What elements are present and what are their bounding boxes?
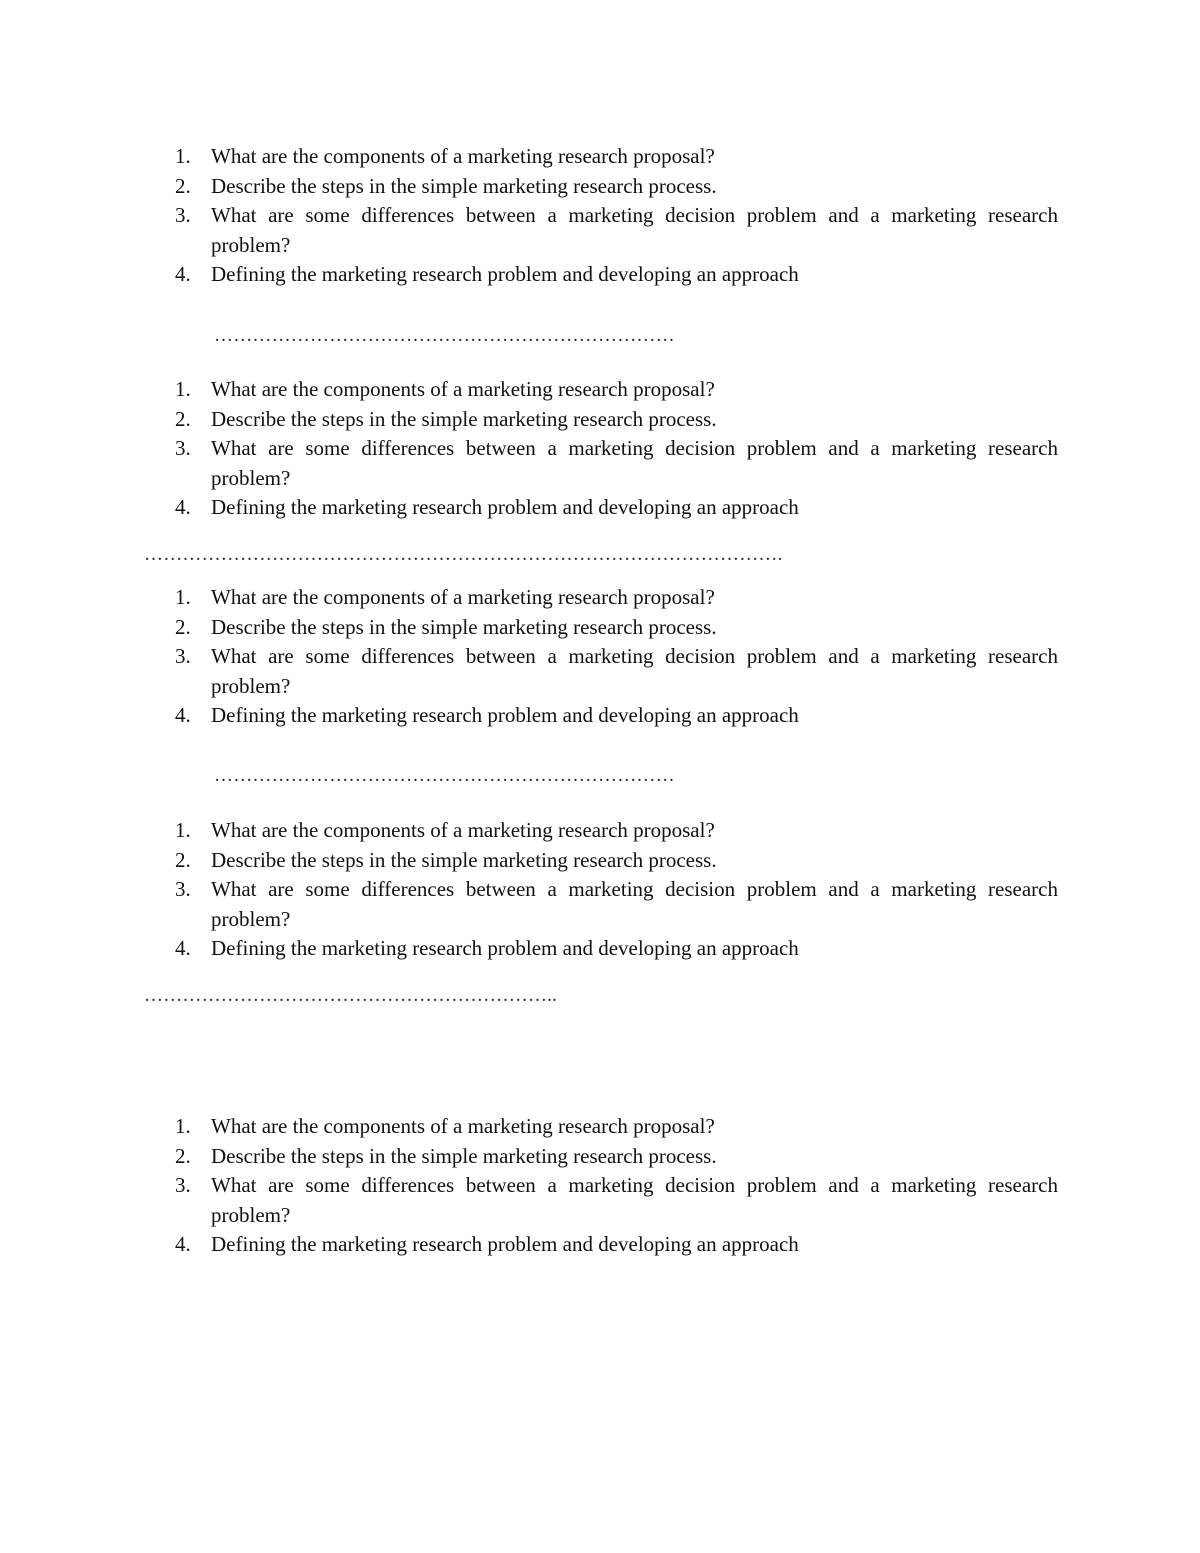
list-item [170,493,1058,523]
item-text: Describe the steps in the simple marketing research process. [211,1143,717,1168]
item-text: What are the components of a marketing research proposal? [211,1114,715,1138]
dotted-separator: ……………………………………………………………… [214,765,675,786]
item-number: 1. [175,1114,191,1138]
item-text: What are the components of a marketing research proposal? [211,818,715,842]
item-text: What are some differences between a marketing decision problem and a marketing research problem? [211,436,1058,490]
question-list [170,583,1058,731]
list-item [170,1112,1058,1142]
item-text: Defining the marketing research problem and developing an approach [211,936,799,960]
dotted-separator: ……………………………………………………………… [214,325,675,346]
item-text: Describe the steps in the simple marketing research process. [211,614,717,639]
question-list [170,1112,1058,1260]
item-number: 4. [175,1232,191,1256]
question-list [170,142,1058,290]
item-text: What are the components of a marketing research proposal? [211,144,715,168]
item-number: 4. [175,703,191,727]
item-number: 3. [175,203,191,227]
item-text: What are the components of a marketing research proposal? [211,377,715,401]
item-number: 1. [175,144,191,168]
list-item [170,1142,1058,1172]
item-number: 4. [175,495,191,519]
item-text: What are some differences between a marketing decision problem and a marketing research problem? [211,877,1058,931]
dotted-separator: ………………………………………………………………………………………. [144,544,783,565]
list-item [170,846,1058,876]
dotted-separator: ……………………………………………………….. [144,985,558,1006]
item-number: 3. [175,877,191,901]
item-number: 2. [175,173,191,198]
list-item [170,142,1058,172]
item-text: Defining the marketing research problem and developing an approach [211,703,799,727]
question-list [170,375,1058,523]
item-text: Defining the marketing research problem and developing an approach [211,495,799,519]
item-number: 3. [175,644,191,668]
item-number: 1. [175,377,191,401]
item-text: What are some differences between a marketing decision problem and a marketing research problem? [211,644,1058,698]
list-item [170,875,1058,934]
list-item [170,201,1058,260]
item-text: Describe the steps in the simple marketing research process. [211,406,717,431]
item-number: 3. [175,1173,191,1197]
list-item [170,434,1058,493]
item-text: Describe the steps in the simple marketing research process. [211,173,717,198]
item-text: What are some differences between a marketing decision problem and a marketing research problem? [211,203,1058,257]
list-item [170,1230,1058,1260]
item-number: 2. [175,847,191,872]
list-item [170,405,1058,435]
list-item [170,172,1058,202]
item-number: 2. [175,614,191,639]
item-text: Describe the steps in the simple marketing research process. [211,847,717,872]
list-item [170,642,1058,701]
item-text: What are the components of a marketing research proposal? [211,585,715,609]
item-text: Defining the marketing research problem and developing an approach [211,262,799,286]
list-item [170,934,1058,964]
list-item [170,583,1058,613]
list-item [170,701,1058,731]
list-item [170,1171,1058,1230]
list-item [170,816,1058,846]
item-number: 1. [175,585,191,609]
item-number: 3. [175,436,191,460]
question-list [170,816,1058,964]
item-number: 4. [175,936,191,960]
item-number: 2. [175,406,191,431]
item-text: What are some differences between a marketing decision problem and a marketing research problem? [211,1173,1058,1227]
list-item [170,375,1058,405]
item-number: 4. [175,262,191,286]
list-item [170,260,1058,290]
item-number: 2. [175,1143,191,1168]
item-text: Defining the marketing research problem and developing an approach [211,1232,799,1256]
item-number: 1. [175,818,191,842]
list-item [170,613,1058,643]
